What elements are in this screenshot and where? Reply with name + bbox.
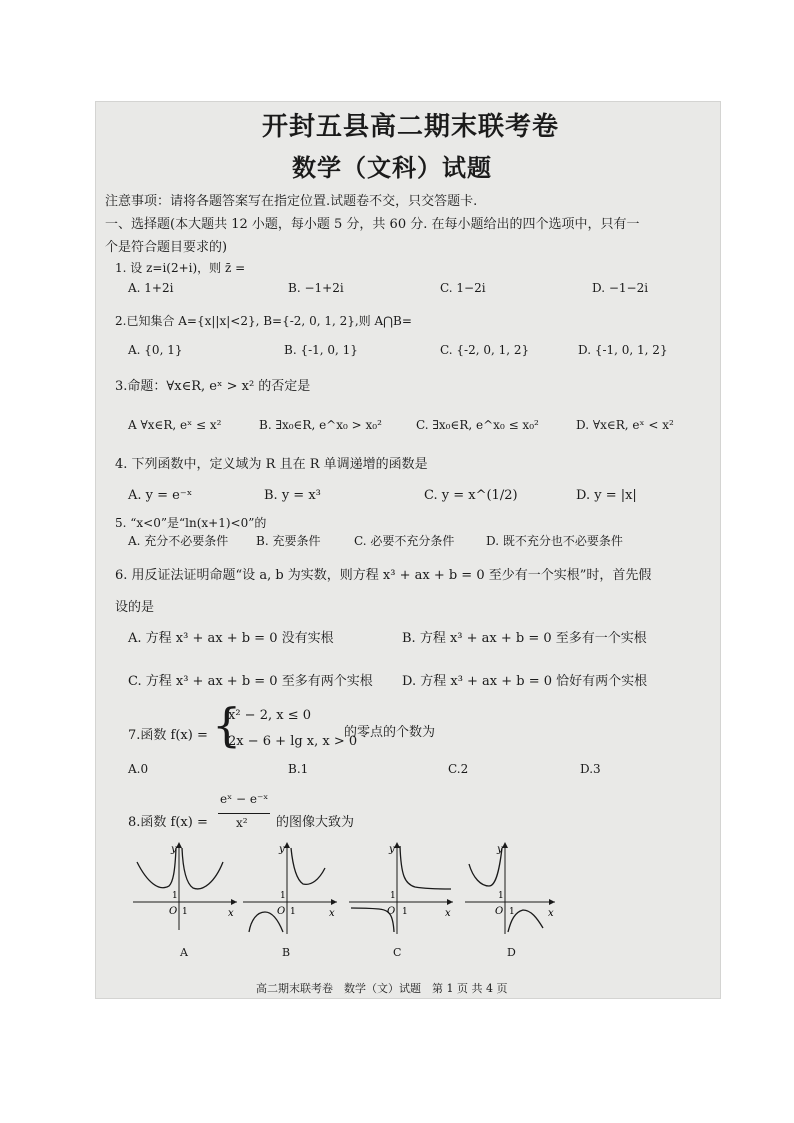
q7-option-a: A.0: [128, 762, 149, 776]
q7-stem-suffix: 的零点的个数为: [344, 725, 436, 740]
q6-option-a: A. 方程 x³ + ax + b = 0 没有实根: [128, 631, 334, 646]
graph-c-y-label: y: [389, 844, 395, 855]
q1-option-c: C. 1−2i: [440, 281, 486, 295]
q2-option-b: B. {-1, 0, 1}: [284, 343, 358, 357]
q2-option-c: C. {-2, 0, 1, 2}: [440, 343, 530, 357]
q8-stem-suffix: 的图像大致为: [276, 815, 355, 830]
q1-option-a: A. 1+2i: [128, 281, 174, 295]
q8-fraction-bar: [218, 813, 270, 814]
graph-a-x-label: x: [228, 908, 234, 919]
graph-d-origin-label: O: [495, 906, 504, 917]
q8-stem: 8.函数 f(x) =: [128, 815, 208, 830]
q8-graph-a: [131, 840, 241, 932]
q6-option-d: D. 方程 x³ + ax + b = 0 恰好有两个实根: [402, 674, 648, 689]
q7-piece2: 2x − 6 + lg x, x > 0: [228, 734, 358, 749]
q8-caption-c: C: [393, 946, 402, 959]
graph-c-x-label: x: [445, 908, 451, 919]
graph-b-x-label: x: [329, 908, 335, 919]
q1-option-b: B. −1+2i: [288, 281, 344, 295]
graph-c-origin-label: O: [387, 906, 396, 917]
q2-stem: 2.已知集合 A={x||x|<2}, B={-2, 0, 1, 2},则 A⋂B=: [115, 314, 412, 328]
q3-option-a: A ∀x∈R, eˣ ≤ x²: [128, 418, 222, 432]
page-footer: 高二期末联考卷 数学（文）试题 第 1 页 共 4 页: [256, 982, 508, 995]
q1-option-d: D. −1−2i: [592, 281, 649, 295]
q4-option-d: D. y = |x|: [576, 488, 637, 503]
q7-option-c: C.2: [448, 762, 469, 776]
q8-caption-a: A: [180, 946, 188, 959]
q3-option-c: C. ∃x₀∈R, e^x₀ ≤ x₀²: [416, 418, 539, 432]
q5-stem: 5. “x<0”是“ln(x+1)<0”的: [115, 516, 267, 530]
q8-numerator: eˣ − e⁻ˣ: [220, 792, 269, 806]
exam-title: 开封五县高二期末联考卷: [262, 112, 560, 142]
q7-stem: 7.函数 f(x) =: [128, 728, 208, 743]
q7-option-b: B.1: [288, 762, 309, 776]
graph-b-origin-label: O: [277, 906, 286, 917]
q8-graph-d: [463, 840, 559, 936]
q8-caption-d: D: [507, 946, 516, 959]
q4-option-c: C. y = x^(1/2): [424, 488, 518, 503]
q8-caption-b: B: [282, 946, 291, 959]
q3-option-d: D. ∀x∈R, eˣ < x²: [576, 418, 674, 432]
q8-graph-b: [241, 840, 341, 936]
q8-denominator: x²: [236, 816, 248, 830]
graph-c-tick-label: 1: [402, 907, 408, 917]
graph-d-y-label: y: [497, 844, 503, 855]
q3-option-b: B. ∃x₀∈R, e^x₀ > x₀²: [259, 418, 382, 432]
q5-option-d: D. 既不充分也不必要条件: [486, 534, 623, 548]
notice-text: 注意事项：请将各题答案写在指定位置.试题卷不交，只交答题卡.: [105, 194, 478, 209]
q4-stem: 4. 下列函数中，定义域为 R 且在 R 单调递增的函数是: [115, 457, 428, 472]
q4-option-b: B. y = x³: [264, 488, 321, 503]
graph-b-ytick-label: 1: [280, 891, 286, 901]
q7-option-d: D.3: [580, 762, 601, 776]
q5-option-a: A. 充分不必要条件: [128, 534, 229, 548]
graph-a-tick-label: 1: [182, 907, 188, 917]
q2-option-a: A. {0, 1}: [128, 343, 183, 357]
graph-b-tick-label: 1: [290, 907, 296, 917]
section-heading-cont: 个是符合题目要求的): [105, 240, 228, 255]
q6-option-b: B. 方程 x³ + ax + b = 0 至多有一个实根: [402, 631, 647, 646]
q7-piece1: x² − 2, x ≤ 0: [228, 708, 311, 723]
exam-subtitle: 数学（文科）试题: [292, 153, 492, 182]
q8-graph-c: [347, 840, 457, 936]
graph-d-tick-label: 1: [509, 907, 515, 917]
q3-stem: 3.命题：∀x∈R, eˣ > x² 的否定是: [115, 379, 311, 394]
graph-d-x-label: x: [548, 908, 554, 919]
graph-b-y-label: y: [279, 844, 285, 855]
graph-a-y-label: y: [171, 844, 177, 855]
section-heading: 一、选择题(本大题共 12 小题，每小题 5 分，共 60 分. 在每小题给出的四个选项中，只有一: [105, 217, 640, 232]
q2-option-d: D. {-1, 0, 1, 2}: [578, 343, 668, 357]
q7-brace: {: [212, 698, 242, 752]
q4-option-a: A. y = e⁻ˣ: [128, 488, 193, 503]
q5-option-b: B. 充要条件: [256, 534, 321, 548]
graph-a-origin-label: O: [169, 906, 178, 917]
graph-d-ytick-label: 1: [498, 891, 504, 901]
graph-c-ytick-label: 1: [390, 891, 396, 901]
q6-stem-cont: 设的是: [115, 600, 155, 615]
exam-page: [95, 101, 721, 999]
q6-stem: 6. 用反证法证明命题“设 a, b 为实数，则方程 x³ + ax + b = 0 至少有一个实根”时，首先假: [115, 568, 652, 583]
q1-stem: 1. 设 z=i(2+i)，则 z̄ =: [115, 261, 246, 275]
graph-a-ytick-label: 1: [172, 891, 178, 901]
q6-option-c: C. 方程 x³ + ax + b = 0 至多有两个实根: [128, 674, 373, 689]
q5-option-c: C. 必要不充分条件: [354, 534, 455, 548]
